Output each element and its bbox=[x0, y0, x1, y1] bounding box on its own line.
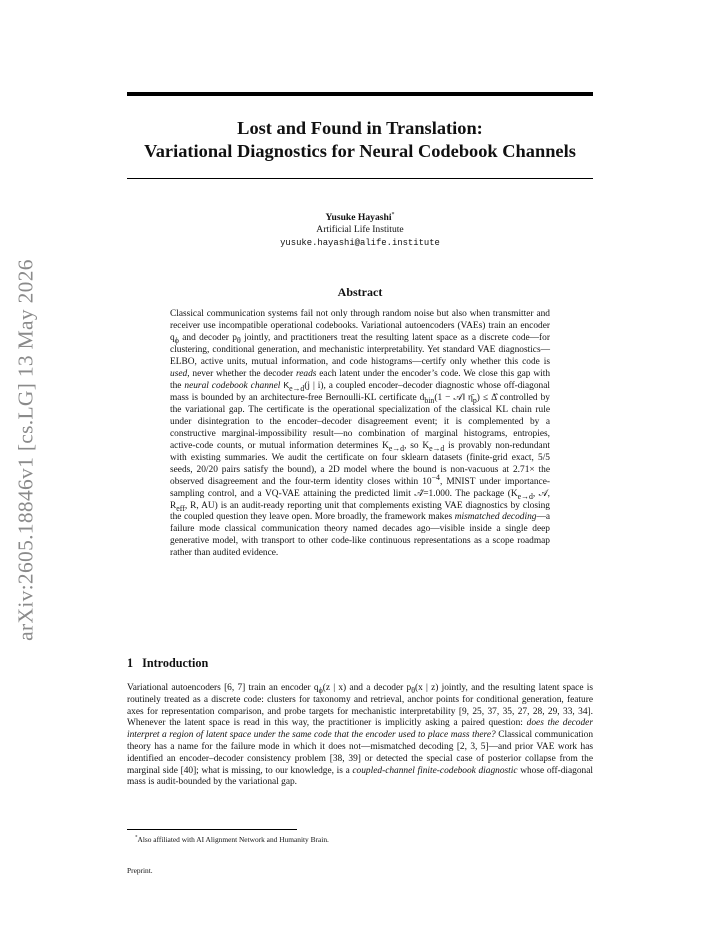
author-block bbox=[160, 212, 560, 249]
author-affiliation: Artificial Life Institute bbox=[316, 224, 404, 236]
author-name-text: Yusuke Hayashi bbox=[325, 212, 392, 223]
section-heading-introduction bbox=[127, 656, 208, 671]
title-line-2: Variational Diagnostics for Neural Codebook Channels bbox=[144, 141, 576, 161]
abstract-text: Classical communication systems fail not only through random noise but also when transmitter and receiver use incompatible operational codebooks. Variational autoencoders (VAEs) train an encoder $q_\phi$ and decoder $p_\theta$ jointly, and practitioners treat the resulting latent space as a discrete code—for clustering, conditional generation, and mechanistic interpretability. Yet standard VAE diagnostics—ELBO, active units, mutual information, and code histograms—certify only whether this code is used, never whether the decoder reads each latent under the encoder’s code. We close this gap with the neural codebook channel $K_{e\to d}(j$ | i), a coupled encoder–decoder diagnostic whose off-diagonal mass is bounded by an architecture-free Bernoulli-KL certificate $d_{bin}(1$ − 𝒜‖ $\etā_p$) ≤ Δ̂ controlled by the variational gap. The certificate is the operational specialization of the classical KL chain rule under disintegration to the encoder–decoder disagreement event; it is complemented by a constructive marginal-impossibility result—no combination of marginal histograms, entropies, active-code counts, or mutual information determines $K_{e\to d}$, so $K_{e\to d}$ is provably non-redundant with existing summaries. We audit the certificate on four sklearn datasets (finite-grid exact, 5/5 seeds, 20/20 pairs satisfy the bound), a 2D model where the bound is non-vacuous at 2.71× the observed disagreement and the four-term identity closes within $10^{-4}$, MNIST under importance-sampling control, and a VQ-VAE attaining the predicted limit 𝒜̂=1.000. The package ($K_{e\to d}$, 𝒜, $R_{eff}$, R, AU) is an audit-ready reporting unit that complements existing VAE diagnostics by closing the coupled question they leave open. More broadly, the framework makes mismatched decoding—a failure mode classical communication theory named decades ago—visible inside a single deep generative model, with transport to other code-like continuous representations as a scope roadmap rather than audited evidence. bbox=[170, 309, 551, 559]
section-title: Introduction bbox=[142, 656, 209, 670]
author-footnote-mark: * bbox=[391, 211, 395, 218]
footnote-text: Also affiliated with AI Alignment Network and Humanity Brain. bbox=[137, 835, 329, 844]
title-top-rule bbox=[127, 92, 593, 96]
preprint-label: Preprint. bbox=[127, 866, 153, 875]
abstract-heading: Abstract bbox=[337, 285, 383, 299]
section-number: 1 bbox=[127, 656, 134, 670]
introduction-paragraph: Variational autoencoders [6, 7] train an encoder $q_\phi(z$ | x) and a decoder $p_\theta(x$ | z) jointly, and the resulting latent space is routinely treated as a discrete code: clusters for taxonomy and retrieval, anchor points for conditional generation, feature axes for representation comparison, and probe targets for mechanistic interpretability [9, 25, 37, 35, 27, 28, 29, 33, 34]. Whenever the latent space is read in this way, the practitioner is implicitly asking a paired question: does the decoder interpret a region of latent space under the same code that the encoder used to place mass there? Classical communication theory has a name for the failure mode in which it does not—mismatched decoding [2, 3, 5]—and prior VAE work has identified an encoder–decoder consistency problem [38, 39] or detected the special case of posterior collapse from the marginal side [40]; what is missing, to our knowledge, is a coupled-channel finite-codebook diagnostic whose off-diagonal mass is audit-bounded by the variational gap. bbox=[127, 683, 594, 788]
title-bottom-rule bbox=[127, 178, 593, 179]
author-email[interactable]: yusuke.hayashi@alife.institute bbox=[280, 237, 440, 248]
footnote-mark: * bbox=[135, 835, 138, 841]
arxiv-identifier bbox=[8, 250, 44, 650]
author-name bbox=[160, 212, 560, 224]
arxiv-id-text: arXiv:2605.18846v1 [cs.LG] 13 May 2026 bbox=[13, 259, 38, 641]
title-line-1: Lost and Found in Translation: bbox=[237, 118, 483, 138]
paper-title bbox=[110, 117, 610, 163]
footnote bbox=[135, 835, 329, 844]
footnote-rule bbox=[127, 829, 297, 830]
